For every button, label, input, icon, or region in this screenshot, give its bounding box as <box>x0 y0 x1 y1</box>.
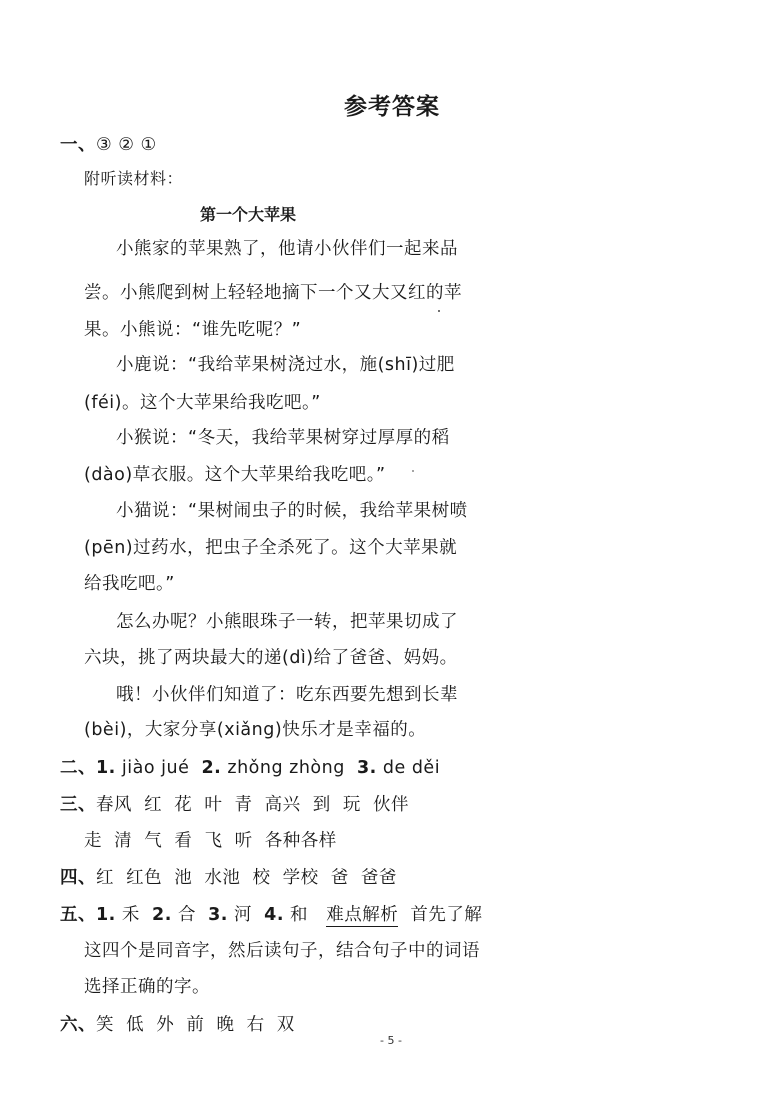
analysis-text: 首先了解 <box>410 905 483 925</box>
story-line: (féi)。这个大苹果给我吃吧。” <box>84 393 321 413</box>
story-title: 第一个大苹果 <box>200 205 297 224</box>
section5-line3: 选择正确的字。 <box>84 977 210 997</box>
section5-item-text: 禾 <box>121 905 140 925</box>
listening-material-label: 附听读材料： <box>84 169 184 188</box>
section2-item-text: de děi <box>382 758 441 778</box>
story-line: 小猫说：“果树闹虫子的时候，我给苹果树喷 <box>116 501 468 521</box>
story-line: 给我吃吧。” <box>84 574 175 594</box>
section5-item-number: 3. <box>208 905 228 925</box>
section2-item-number: 2. <box>201 758 222 778</box>
section5-line2: 这四个是同音字，然后读句子，结合句子中的词语 <box>84 941 480 961</box>
section2-item-number: 1. <box>96 758 116 778</box>
section3-line1 <box>60 791 409 816</box>
story-line: 小鹿说：“我给苹果树浇过水，施(shī)过肥 <box>116 355 455 375</box>
section3-words: 春风 红 花 叶 青 高兴 到 玩 伙伴 <box>96 795 410 815</box>
section5-item-text: 河 <box>234 905 252 925</box>
scan-speck <box>412 470 414 472</box>
section5-number: 五、 <box>60 905 96 925</box>
section5-item-text: 和 <box>290 905 309 925</box>
page-title: 参考答案 <box>344 94 440 120</box>
story-line: (bèi)，大家分享(xiǎng)快乐才是幸福的。 <box>84 720 427 740</box>
section6-words: 笑 低 外 前 晚 右 双 <box>96 1015 295 1035</box>
story-line: 小猴说：“冬天，我给苹果树穿过厚厚的稻 <box>116 428 450 448</box>
story-line: 尝。小熊爬到树上轻轻地摘下一个又大又红的苹 <box>84 283 462 303</box>
story-line: (dào)草衣服。这个大苹果给我吃吧。” <box>84 465 386 485</box>
section4-line <box>60 864 397 889</box>
section6-number: 六、 <box>60 1015 96 1035</box>
section1-number: 一、 <box>60 135 96 155</box>
section3-number: 三、 <box>60 795 96 815</box>
section5-item-number: 1. <box>96 905 116 925</box>
section2-number: 二、 <box>60 758 96 778</box>
story-line: 怎么办呢？小熊眼珠子一转，把苹果切成了 <box>116 612 458 632</box>
section6-line <box>60 1011 295 1036</box>
scan-speck <box>438 310 440 312</box>
story-line: 小熊家的苹果熟了，他请小伙伴们一起来品 <box>116 239 458 259</box>
section4-words: 红 红色 池 水池 校 学校 爸 爸爸 <box>96 868 397 888</box>
section5-line1 <box>60 901 482 926</box>
story-line: (pēn)过药水，把虫子全杀死了。这个大苹果就 <box>84 538 458 558</box>
section5-item-number: 2. <box>152 905 172 925</box>
section2-answers <box>60 754 440 779</box>
section1-answers <box>60 131 157 156</box>
section2-item-text: zhǒng zhòng <box>227 758 345 778</box>
difficulty-analysis-label: 难点解析 <box>326 905 399 925</box>
story-line: 六块，挑了两块最大的递(dì)给了爸爸、妈妈。 <box>84 648 458 668</box>
section5-item-text: 合 <box>177 905 196 925</box>
section2-item-number: 3. <box>356 758 377 778</box>
story-line: 果。小熊说：“谁先吃呢？” <box>84 320 302 340</box>
section4-number: 四、 <box>60 868 96 888</box>
page-number: - 5 - <box>380 1034 402 1047</box>
section3-line2: 走 清 气 看 飞 听 各种各样 <box>84 831 337 851</box>
section5-item-number: 4. <box>264 905 284 925</box>
section1-answer-values: ③ ② ① <box>96 135 157 155</box>
story-line: 哦！小伙伴们知道了：吃东西要先想到长辈 <box>116 685 458 705</box>
section2-item-text: jiào jué <box>121 758 190 778</box>
